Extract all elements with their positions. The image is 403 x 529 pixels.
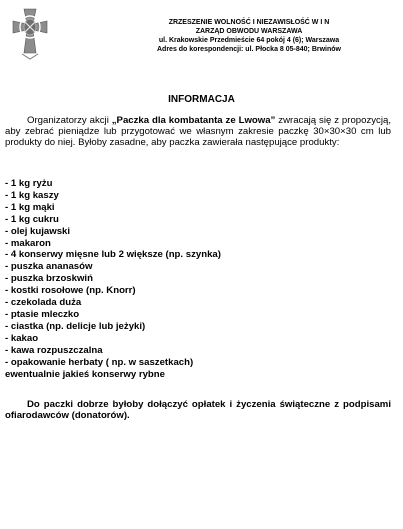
list-item: - 1 kg kaszy <box>5 189 59 201</box>
list-item: - opakowanie herbaty ( np. w saszetkach) <box>5 356 194 368</box>
list-item: - 1 kg mąki <box>5 201 55 213</box>
organization-name: ZRZESZENIE WOLNOŚĆ I NIEZAWISŁOŚĆ W I N <box>168 19 330 26</box>
correspondence-address: Adres do korespondencji: ul. Płocka 8 05-840; Brwinów <box>157 46 341 53</box>
intro-text-end: zwracają się z propozycją, aby zebrać pieniądze lub przygotować we własnym zakresie paczkę 30×30×30 cm lub produkty do niej. Byłoby zasadne, aby paczka zawierała następujące produkty: <box>5 115 391 149</box>
list-item: - kostki rosołowe (np. Knorr) <box>5 285 136 297</box>
address-line: ul. Krakowskie Przedmieście 64 pokój 4 (6); Warszawa <box>158 37 340 44</box>
closing-paragraph: Do paczki dobrze byłoby dołączyć opłatek i życzenia świąteczne z podpisami ofiarodawców (donatorów). <box>5 399 391 422</box>
list-item: - 4 konserwy mięsne lub 2 większe (np. szynka) <box>5 249 221 261</box>
cross-emblem-icon <box>10 8 50 60</box>
list-item: - makaron <box>5 237 51 249</box>
product-list <box>5 178 385 380</box>
list-item: - puszka brzoskwiń <box>5 273 93 285</box>
list-item: - kawa rozpuszczalna <box>5 344 103 356</box>
list-item: - ciastka (np. delicje lub jeżyki) <box>5 320 146 332</box>
list-item: - kakao <box>5 332 39 344</box>
list-item: - 1 kg ryżu <box>5 178 53 189</box>
letterhead <box>118 18 380 54</box>
list-item: - ptasie mleczko <box>5 308 80 320</box>
list-item: ewentualnie jakieś konserwy rybne <box>5 368 165 380</box>
list-item: - puszka ananasów <box>5 261 93 273</box>
branch-name: ZARZĄD OBWODU WARSZAWA <box>195 28 303 35</box>
list-item: - olej kujawski <box>5 225 71 237</box>
intro-paragraph <box>5 115 391 149</box>
action-name: „Paczka dla kombatanta ze Lwowa” <box>111 115 276 126</box>
document-title: INFORMACJA <box>168 94 235 105</box>
intro-text-start: Organizatorzy akcji <box>27 115 112 126</box>
list-item: - czekolada duża <box>5 297 82 309</box>
list-item: - 1 kg cukru <box>5 213 59 225</box>
